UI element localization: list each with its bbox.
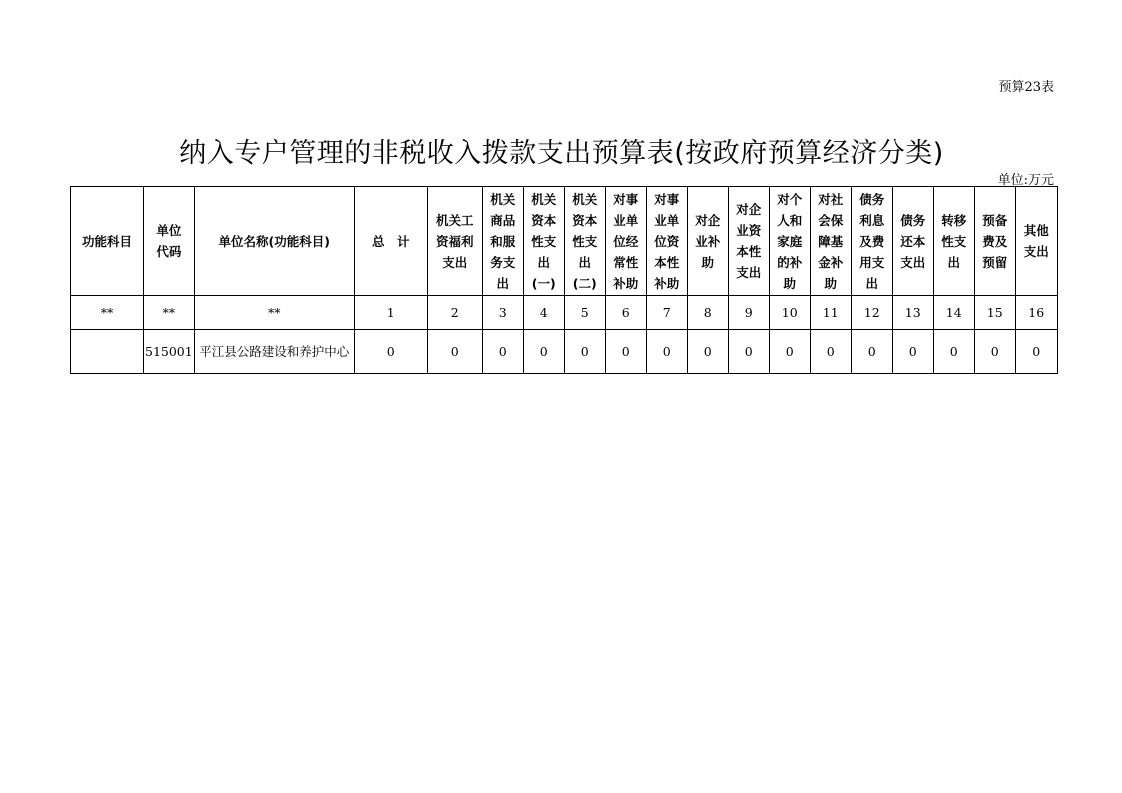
index-cell: 14	[933, 296, 974, 330]
header-cell-enterprise-capital: 对企 业资 本性 支出	[728, 187, 769, 296]
value-cell: 0	[482, 330, 523, 374]
header-cell-staff-welfare: 机关工 资福利 支出	[427, 187, 482, 296]
header-cell-debt-interest: 债务 利息 及费 用支 出	[851, 187, 892, 296]
header-cell-goods-services: 机关 商品 和服 务支 出	[482, 187, 523, 296]
index-cell: 15	[974, 296, 1015, 330]
unit-name-cell: 平江县公路建设和养护中心	[194, 330, 354, 374]
unit-label: 单位:万元	[997, 173, 1054, 188]
index-cell: 3	[482, 296, 523, 330]
index-cell: 10	[769, 296, 810, 330]
value-cell: 0	[728, 330, 769, 374]
value-cell: 0	[687, 330, 728, 374]
value-cell: 0	[933, 330, 974, 374]
value-cell: 0	[892, 330, 933, 374]
index-cell: 7	[646, 296, 687, 330]
index-cell: **	[71, 296, 144, 330]
index-row	[71, 296, 1058, 330]
header-row	[71, 187, 1058, 296]
header-cell-reserve: 预备 费及 预留	[974, 187, 1015, 296]
header-cell-transfer: 转移 性支 出	[933, 187, 974, 296]
index-cell: 6	[605, 296, 646, 330]
function-subject-cell	[71, 330, 144, 374]
header-cell-other: 其他 支出	[1015, 187, 1057, 296]
header-cell-capital-1: 机关 资本 性支 出 (一)	[523, 187, 564, 296]
document-title: 纳入专户管理的非税收入拨款支出预算表(按政府预算经济分类)	[179, 138, 944, 169]
table-row	[71, 330, 1058, 374]
header-cell-enterprise-subsidy: 对企 业补 助	[687, 187, 728, 296]
unit-code-cell: 515001	[144, 330, 195, 374]
value-cell: 0	[523, 330, 564, 374]
form-number: 预算23表	[998, 80, 1054, 95]
header-cell-unit-code: 单位 代码	[144, 187, 195, 296]
value-cell-total: 0	[354, 330, 427, 374]
header-cell-institution-capital: 对事 业单 位资 本性 补助	[646, 187, 687, 296]
index-cell: 8	[687, 296, 728, 330]
value-cell: 0	[646, 330, 687, 374]
header-cell-capital-2: 机关 资本 性支 出 (二)	[564, 187, 605, 296]
index-cell: **	[144, 296, 195, 330]
header-cell-social-security: 对社 会保 障基 金补 助	[810, 187, 851, 296]
value-cell: 0	[427, 330, 482, 374]
index-cell: 5	[564, 296, 605, 330]
index-cell: 11	[810, 296, 851, 330]
budget-table	[70, 186, 1058, 374]
header-cell-household-subsidy: 对个 人和 家庭 的补 助	[769, 187, 810, 296]
index-cell: 16	[1015, 296, 1057, 330]
header-cell-institution-recurrent: 对事 业单 位经 常性 补助	[605, 187, 646, 296]
header-cell-function-subject: 功能科目	[71, 187, 144, 296]
index-cell: 1	[354, 296, 427, 330]
value-cell: 0	[851, 330, 892, 374]
value-cell: 0	[564, 330, 605, 374]
index-cell: 4	[523, 296, 564, 330]
value-cell: 0	[769, 330, 810, 374]
header-cell-total: 总 计	[354, 187, 427, 296]
header-cell-unit-name: 单位名称(功能科目)	[194, 187, 354, 296]
index-cell: **	[194, 296, 354, 330]
value-cell: 0	[810, 330, 851, 374]
value-cell: 0	[605, 330, 646, 374]
index-cell: 2	[427, 296, 482, 330]
index-cell: 12	[851, 296, 892, 330]
value-cell: 0	[1015, 330, 1057, 374]
index-cell: 13	[892, 296, 933, 330]
index-cell: 9	[728, 296, 769, 330]
value-cell: 0	[974, 330, 1015, 374]
header-cell-debt-principal: 债务 还本 支出	[892, 187, 933, 296]
